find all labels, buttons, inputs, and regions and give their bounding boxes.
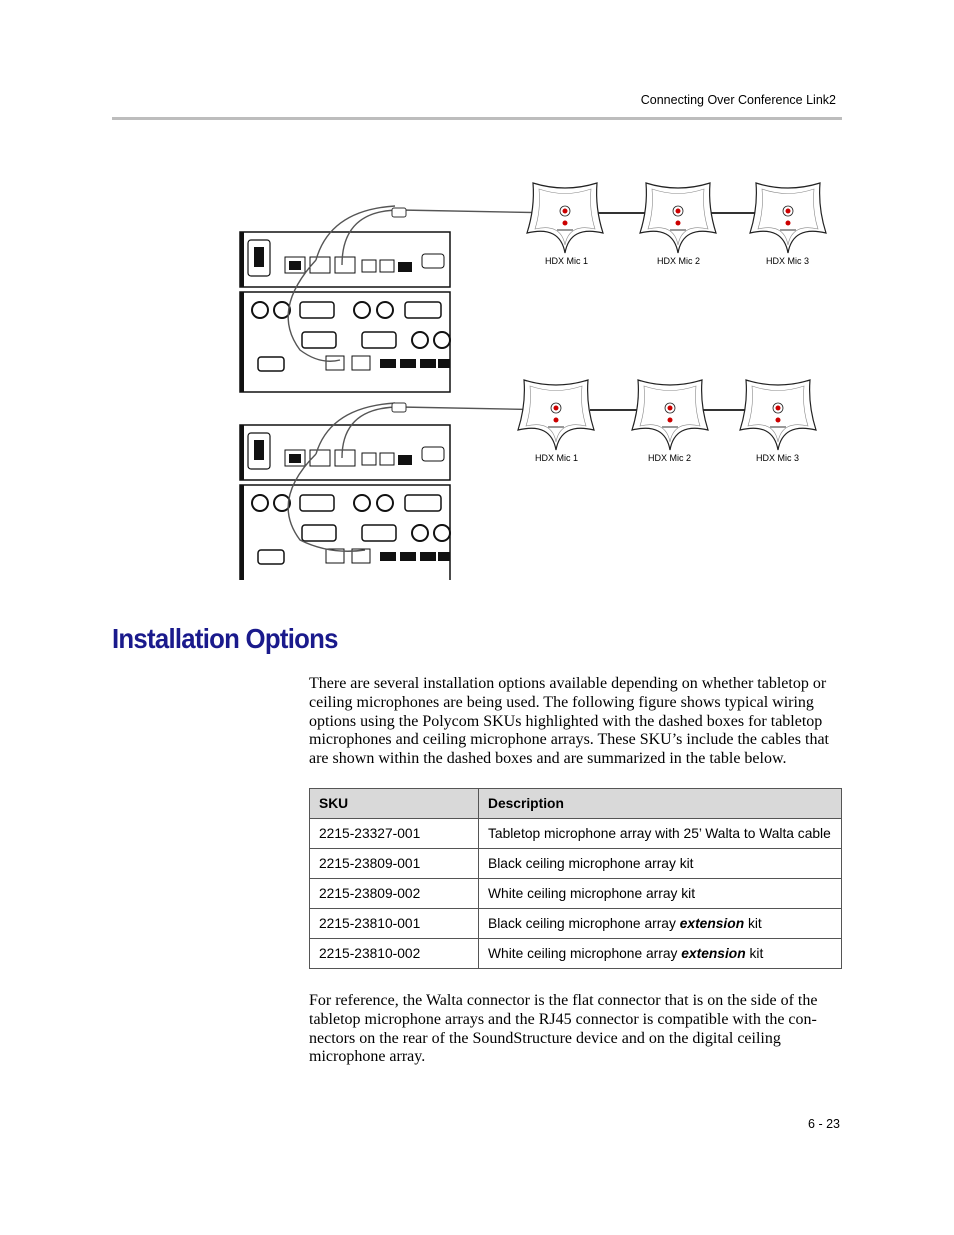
sku-cell: 2215-23810-001 [310,909,479,939]
bottom-mic-2-label: HDX Mic 2 [648,453,692,463]
sku-table [309,788,842,969]
table-row [310,879,842,909]
description-cell: Tabletop microphone array with 25’ Walta to Walta cable [479,819,842,849]
page-number: 6 - 23 [808,1117,840,1131]
top-mic-1-label: HDX Mic 1 [545,256,589,266]
wiring-diagram [230,170,850,580]
description-cell: White ceiling microphone array extension kit [479,939,842,969]
description-cell: Black ceiling microphone array kit [479,849,842,879]
sku-cell: 2215-23809-001 [310,849,479,879]
header-rule [112,117,842,120]
closing-paragraph: For reference, the Walta connector is the flat connector that is on the side of the tabletop microphone arrays and the RJ45 connector is compatible with the con-nectors on the rear of the SoundStructure device and on the digital ceiling microphone array. [309,992,818,1066]
table-row [310,849,842,879]
bottom-mic-3-label: HDX Mic 3 [756,453,800,463]
table-row [310,909,842,939]
table-row [310,939,842,969]
table-row [310,819,842,849]
intro-paragraph: There are several installation options available depending on whether tabletop or ceiling microphones are being used. The following figure shows typical wiring options using the Polycom SKUs highlighted with the dashed boxes for tabletop microphones and ceiling microphone arrays. These SKU’s include the cables that are shown within the dashed boxes and are summarized in the table below. [309,675,829,768]
description-cell: Black ceiling microphone array extension kit [479,909,842,939]
section-title: Installation Options [112,623,338,654]
top-mic-3-label: HDX Mic 3 [766,256,810,266]
table-header-row [310,789,842,819]
emphasis-text: extension [679,916,745,931]
emphasis-text: extension [681,946,746,961]
column-header-description: Description [479,789,842,819]
top-mic-2-label: HDX Mic 2 [657,256,701,266]
description-cell: White ceiling microphone array kit [479,879,842,909]
sku-cell: 2215-23810-002 [310,939,479,969]
column-header-sku: SKU [310,789,479,819]
running-header: Connecting Over Conference Link2 [640,93,836,107]
sku-cell: 2215-23809-002 [310,879,479,909]
sku-cell: 2215-23327-001 [310,819,479,849]
bottom-mic-1-label: HDX Mic 1 [535,453,579,463]
